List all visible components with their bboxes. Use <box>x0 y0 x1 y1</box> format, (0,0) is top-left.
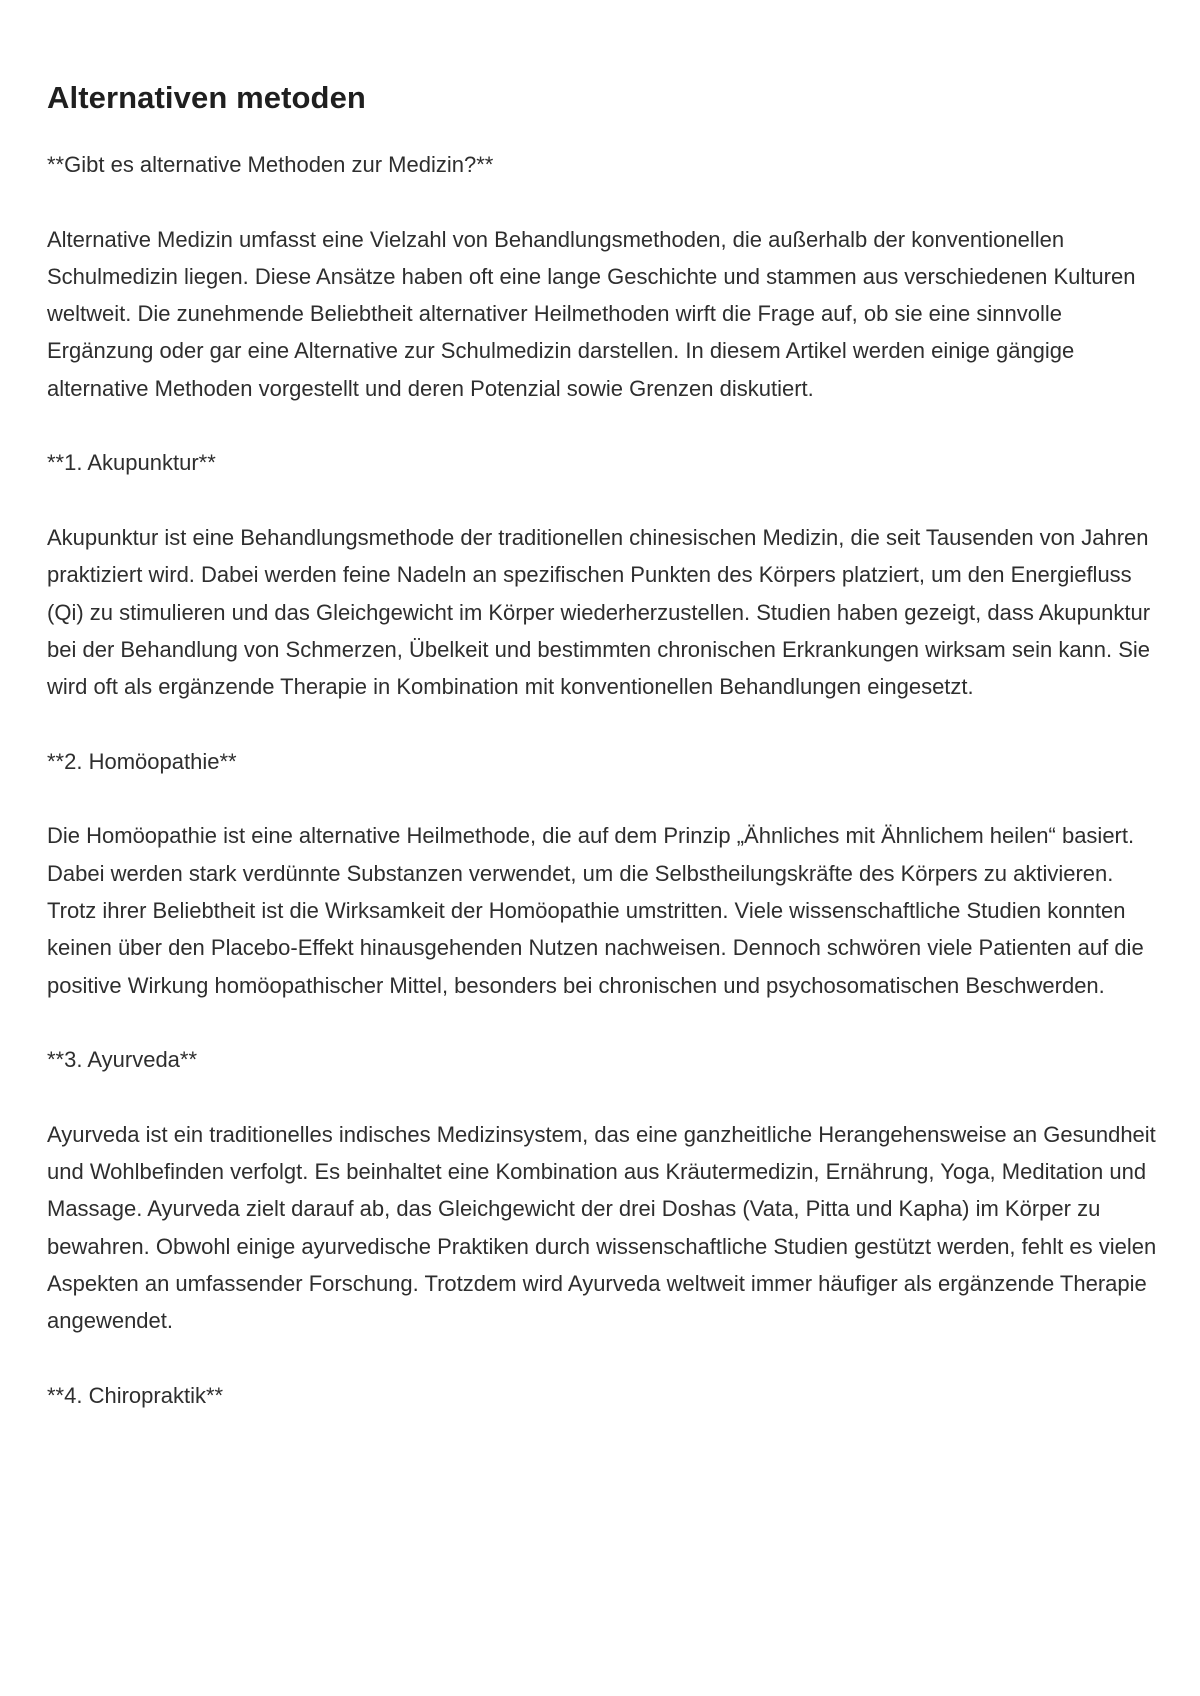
document-page <box>47 78 1157 1451</box>
section-heading-homoeopathie: **2. Homöopathie** <box>47 748 237 774</box>
section-body-ayurveda: Ayurveda ist ein traditionelles indisches Medizinsystem, das eine ganzheitliche Herangehensweise an Gesundheit und Wohlbefinden verfolgt. Es beinhaltet eine Kombination aus Kräutermedizin, Ernährung, Yoga, Meditation und Massage. Ayurveda zielt darauf ab, das Gleichgewicht der drei Doshas (Vata, Pitta und Kapha) im Körper zu bewahren. Obwohl einige ayurvedische Praktiken durch wissenschaftliche Studien gestützt werden, fehlt es vielen Aspekten an umfassender Forschung. Trotzdem wird Ayurveda weltweit immer häufiger als ergänzende Therapie angewendet. <box>47 1121 1157 1334</box>
section-heading-chiropraktik: **4. Chiropraktik** <box>47 1382 224 1408</box>
section-heading-akupunktur: **1. Akupunktur** <box>47 450 216 476</box>
document-title: Alternativen metoden <box>47 80 366 115</box>
section-heading-ayurveda: **3. Ayurveda** <box>47 1047 198 1073</box>
question-heading: **Gibt es alternative Methoden zur Medizin?** <box>47 152 494 177</box>
intro-paragraph: Alternative Medizin umfasst eine Vielzahl von Behandlungsmethoden, die außerhalb der konventionellen Schulmedizin liegen. Diese Ansätze haben oft eine lange Geschichte und stammen aus verschiedenen Kulturen weltweit. Die zunehmende Beliebtheit alternativer Heilmethoden wirft die Frage auf, ob sie eine sinnvolle Ergänzung oder gar eine Alternative zur Schulmedizin darstellen. In diesem Artikel werden einige gängige alternative Methoden vorgestellt und deren Potenzial sowie Grenzen diskutiert. <box>47 226 1136 401</box>
section-body-akupunktur: Akupunktur ist eine Behandlungsmethode der traditionellen chinesischen Medizin, die seit Tausenden von Jahren praktiziert wird. Dabei werden feine Nadeln an spezifischen Punkten des Körpers platziert, um den Energiefluss (Qi) zu stimulieren und das Gleichgewicht im Körper wiederherzustellen. Studien haben gezeigt, dass Akupunktur bei der Behandlung von Schmerzen, Übelkeit und bestimmten chronischen Erkrankungen wirksam sein kann. Sie wird oft als ergänzende Therapie in Kombination mit konventionellen Behandlungen eingesetzt. <box>47 524 1151 700</box>
section-body-homoeopathie: Die Homöopathie ist eine alternative Heilmethode, die auf dem Prinzip „Ähnliches mit Ähnlichem heilen“ basiert. Dabei werden stark verdünnte Substanzen verwendet, um die Selbstheilungskräfte des Körpers zu aktivieren. Trotz ihrer Beliebtheit ist die Wirksamkeit der Homöopathie umstritten. Viele wissenschaftliche Studien konnten keinen über den Placebo-Effekt hinausgehenden Nutzen nachweisen. Dennoch schwören viele Patienten auf die positive Wirkung homöopathischer Mittel, besonders bei chronischen und psychosomatischen Beschwerden. <box>47 823 1144 998</box>
